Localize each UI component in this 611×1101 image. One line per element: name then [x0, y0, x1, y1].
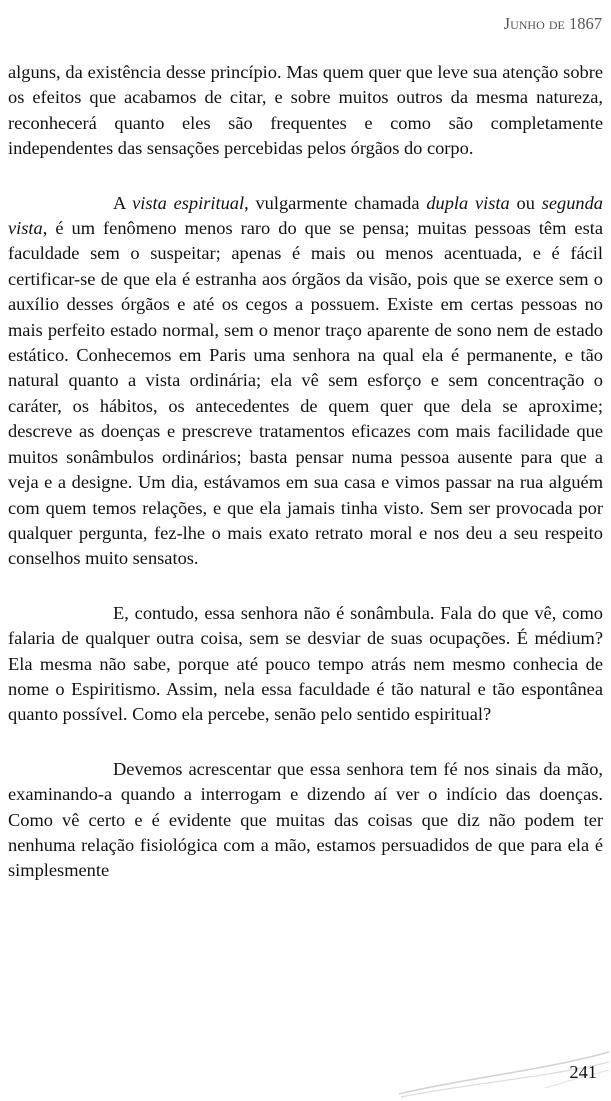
text-segment: alguns, da existência desse princípio. Mas quem quer que leve sua atenção sobre os efeitos que acabamos de citar, e sobre muitos outros da mesma natureza, reconhecerá quanto eles são frequentes e como são completamente independentes das sensações percebidas pelos órgãos do corpo.	[8, 62, 603, 159]
text-segment: A	[113, 192, 133, 213]
paragraph-4	[8, 757, 603, 884]
paragraph-3	[8, 601, 603, 728]
running-head	[504, 14, 602, 34]
text-segment: , vulgarmente chamada	[244, 192, 427, 213]
body-text	[8, 60, 603, 884]
text-segment: E, contudo, essa senhora não é sonâmbula. Fala do que vê, como falaria de qualquer outra coisa, sem se desviar de suas ocupações. É médium? Ela mesma não sabe, porque até pouco tempo atrás nem mesmo conhecia de nome o Espiritismo. Assim, nela essa faculdade é tão natural e tão espontânea quanto possível. Como ela percebe, senão pelo sentido espiritual?	[8, 602, 603, 725]
emphasis-term: segunda vista	[8, 192, 603, 239]
text-segment: Devemos acrescentar que essa senhora tem fé nos sinais da mão, examinando-a quando a interrogam e dizendo aí ver o indício das doenças. Como vê certo e é evidente que muitas das coisas que diz não podem ter nenhuma relação fisiológica com a mão, estamos persuadidos de que para ela é simplesmente	[8, 758, 603, 881]
paragraph-2	[8, 191, 603, 572]
emphasis-term: dupla vista	[426, 192, 510, 213]
emphasis-term: vista espiritual	[132, 192, 245, 213]
running-head-text: Junho de 1867	[503, 14, 602, 33]
paragraph-1	[8, 60, 603, 162]
page-number: 241	[569, 1062, 597, 1082]
text-segment: , é um fenômeno menos raro do que se pensa; muitas pessoas têm esta faculdade sem o suspeitar; apenas é mais ou menos acentuada, e é fácil certificar-se de que ela é estranha aos órgãos da visão, pois que se exerce sem o auxílio desses órgãos e até os cegos a possuem. Existe em certas pessoas no mais perfeito estado normal, sem o menor traço aparente de sono nem de estado estático. Conhecemos em Paris uma senhora na qual ela é permanente, e tão natural quanto a vista ordinária; ela vê sem esforço e sem concentração o caráter, os hábitos, os antecedentes de quem quer que dela se aproxime; descreve as doenças e prescreve tratamentos eficazes com mais facilidade que muitos sonâmbulos ordinários; basta pensar numa pessoa ausente para que a veja e a designe. Um dia, estávamos em sua casa e vimos passar na rua alguém com quem temos relações, e que ela jamais tinha visto. Sem ser provocada por qualquer pergunta, fez-lhe o mais exato retrato moral e nos deu a seu respeito conselhos muito sensatos.	[8, 218, 603, 569]
text-segment: ou	[509, 192, 542, 213]
